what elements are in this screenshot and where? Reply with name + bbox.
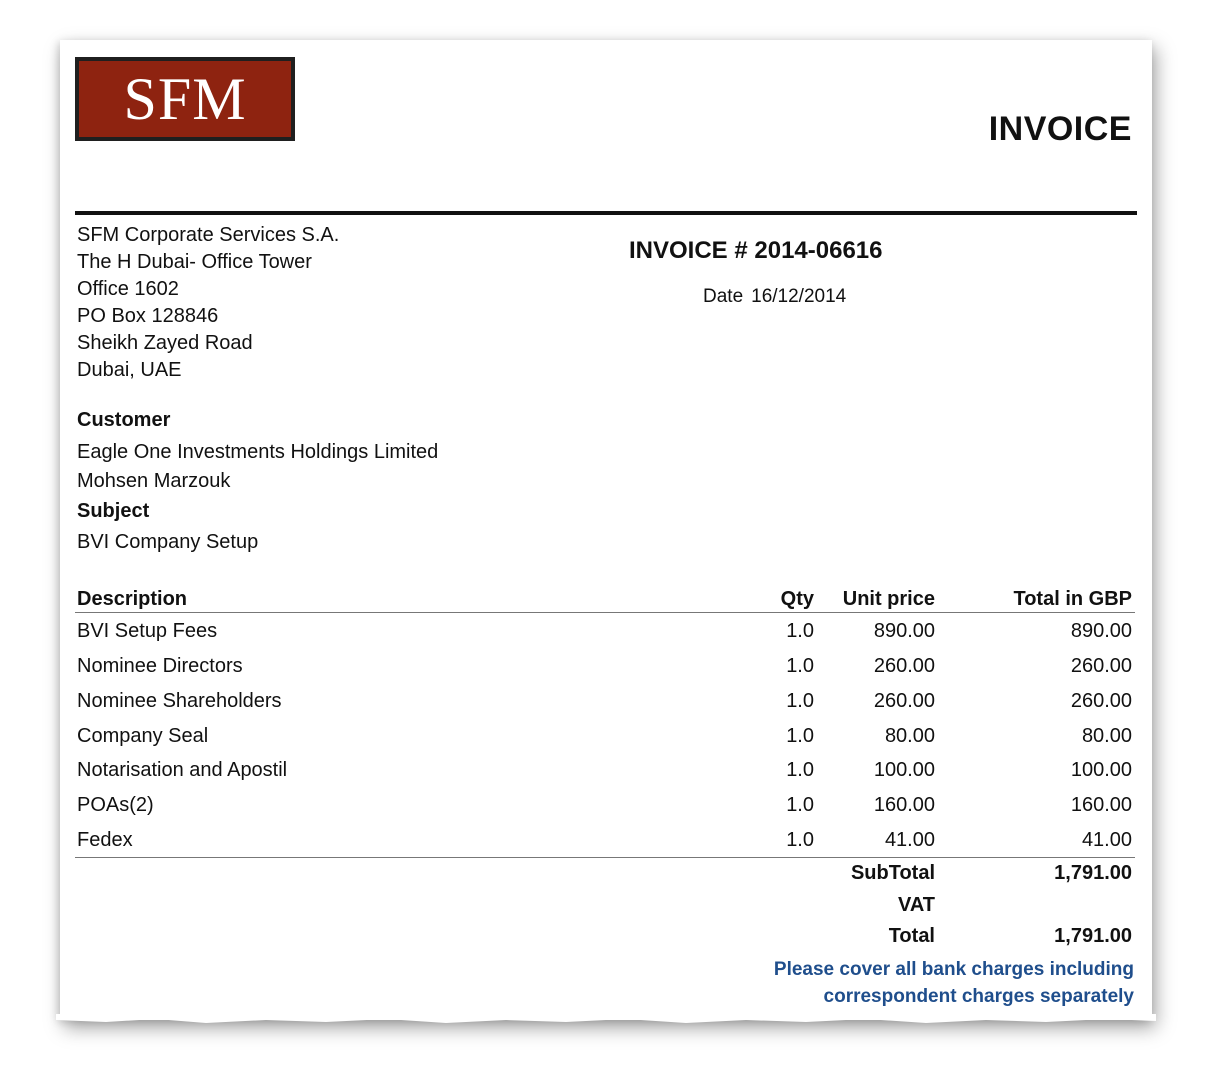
item-unit-price: 80.00 (884, 725, 935, 747)
customer-name: Eagle One Investments Holdings Limited (77, 441, 439, 463)
subject-label: Subject (77, 500, 150, 522)
column-header-description: Description (77, 588, 188, 610)
table-row (0, 690, 1212, 725)
item-description: POAs(2) (77, 794, 154, 816)
subtotal-value: 1,791.00 (1054, 862, 1132, 884)
subject-value: BVI Company Setup (77, 531, 259, 553)
item-total: 260.00 (1070, 690, 1132, 712)
item-qty: 1.0 (786, 829, 814, 851)
table-row (0, 829, 1212, 864)
invoice-sheet (60, 40, 1152, 1020)
address-line: Dubai, UAE (77, 359, 182, 381)
table-header-divider (75, 612, 1135, 613)
address-line: The H Dubai- Office Tower (77, 251, 312, 273)
address-line: Office 1602 (77, 278, 179, 300)
item-total: 160.00 (1070, 794, 1132, 816)
note-line: Please cover all bank charges including (773, 959, 1134, 980)
bank-charges-note (774, 956, 1134, 1010)
item-description: BVI Setup Fees (77, 620, 218, 642)
total-value: 1,791.00 (1054, 925, 1132, 947)
logo-text: SFM (79, 61, 291, 137)
column-header-total: Total in GBP (1013, 588, 1132, 610)
address-line: PO Box 128846 (77, 305, 219, 327)
paper-torn-edge-bottom (56, 1014, 1156, 1026)
item-description: Company Seal (77, 725, 209, 747)
item-unit-price: 100.00 (873, 759, 935, 781)
item-total: 100.00 (1070, 759, 1132, 781)
column-header-qty: Qty (780, 588, 814, 610)
document-title: INVOICE (988, 110, 1132, 148)
item-unit-price: 41.00 (884, 829, 935, 851)
table-footer-divider (75, 857, 1135, 858)
table-row (0, 725, 1212, 760)
item-total: 890.00 (1070, 620, 1132, 642)
customer-label: Customer (77, 409, 171, 431)
column-header-unit-price: Unit price (842, 588, 935, 610)
company-address (77, 222, 339, 384)
table-row (0, 655, 1212, 690)
item-unit-price: 260.00 (873, 690, 935, 712)
item-unit-price: 160.00 (873, 794, 935, 816)
header-divider (75, 211, 1137, 215)
note-line: correspondent charges separately (823, 986, 1134, 1007)
item-total: 80.00 (1081, 725, 1132, 747)
item-qty: 1.0 (786, 794, 814, 816)
item-description: Nominee Directors (77, 655, 243, 677)
subtotal-label: SubTotal (850, 862, 935, 884)
address-line: Sheikh Zayed Road (77, 332, 253, 354)
item-total: 260.00 (1070, 655, 1132, 677)
table-row (0, 759, 1212, 794)
item-qty: 1.0 (786, 759, 814, 781)
total-label: Total (888, 925, 935, 947)
table-row (0, 794, 1212, 829)
table-row (0, 620, 1212, 655)
company-name: SFM Corporate Services S.A. (77, 224, 340, 246)
customer-contact: Mohsen Marzouk (77, 470, 231, 492)
vat-label: VAT (897, 894, 935, 916)
item-qty: 1.0 (786, 725, 814, 747)
date-label: Date (703, 286, 744, 307)
item-description: Fedex (77, 829, 133, 851)
date-value: 16/12/2014 (751, 286, 847, 307)
item-total: 41.00 (1081, 829, 1132, 851)
item-qty: 1.0 (786, 655, 814, 677)
item-description: Nominee Shareholders (77, 690, 282, 712)
invoice-number: INVOICE # 2014-06616 (629, 237, 883, 264)
item-unit-price: 890.00 (873, 620, 935, 642)
item-unit-price: 260.00 (873, 655, 935, 677)
item-qty: 1.0 (786, 620, 814, 642)
item-description: Notarisation and Apostil (77, 759, 288, 781)
company-logo (75, 57, 295, 141)
invoice-date (703, 286, 846, 308)
item-qty: 1.0 (786, 690, 814, 712)
